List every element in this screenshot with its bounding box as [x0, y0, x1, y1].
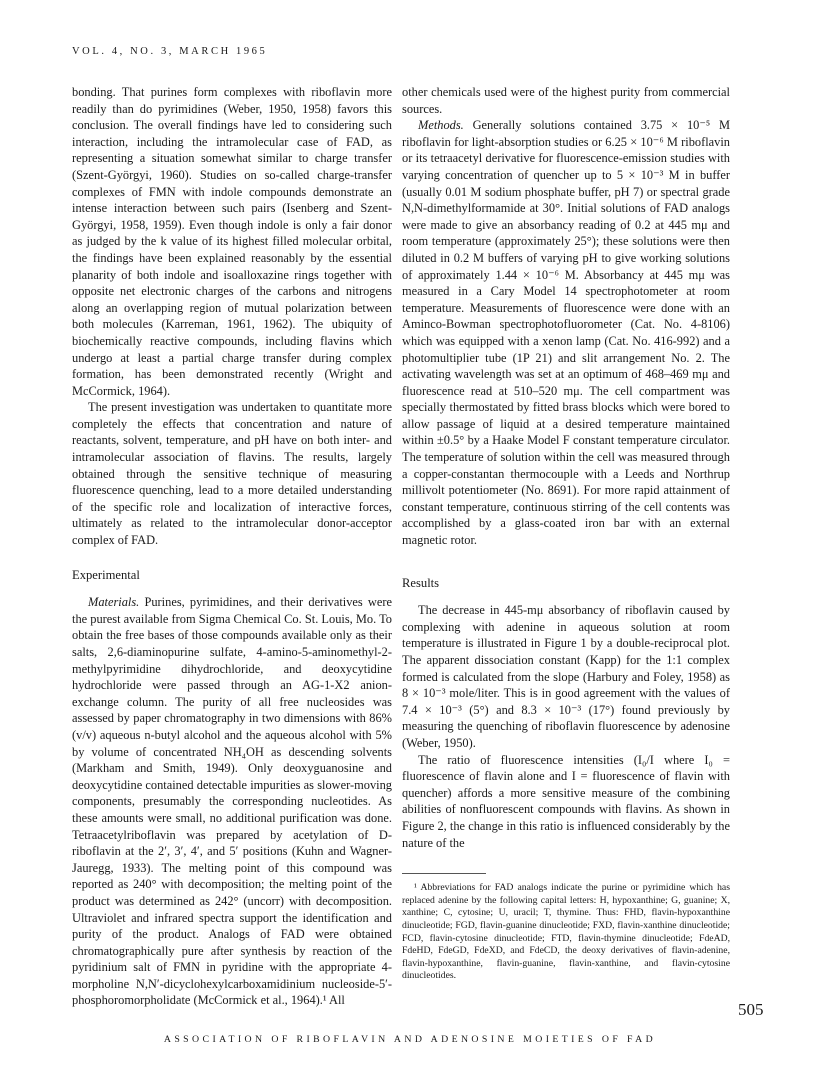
methods-text: Generally solutions contained 3.75 × 10⁻⁵ M riboflavin for light-absorption studies or 6.25 × 10⁻⁶ M riboflavin or its tetraacetyl derivative for fluorescence-emission studies with varying concentration of quencher up to 5 × 10⁻³ M in buffer (usually 0.01 M sodium phosphate buffer, pH 7) or spectral grade N,N-dimethylformamide at 30°. Initial solutions of FAD analogs were made to give an absorbancy reading of 0.2 at 445 mμ and room temperature (approximately 25°); these solutions were then diluted in 0.2 M buffers of varying pH to give working solutions of approximately 1.44 × 10⁻⁶ M. Absorbancy at 445 mμ was measured in a Cary Model 14 spectrophotometer at room temperature. Measurements of fluorescence were done with an Aminco-Bowman spectrophotofluorometer (Cat. No. 4-8106) which was equipped with a xenon lamp (Cat. No. 416-992) and a photomultiplier tube (1P 21) and slit arrangement No. 2. The activating wavelength was set at an optimum of 468–469 mμ and fluorescence read at 510–520 mμ. The cell compartment was specially thermostated by fitted brass blocks which were bored to allow passage of liquid at a desired temperature maintained within ±0.5° by a Haake Model F constant temperature circulator. The temperature of solution within the cell was measured through a copper-constantan thermocouple with a Leeds and Northrup millivolt potentiometer (No. 8691). For more rapid attainment of constant temperature, continuous stirring of the cell contents was accomplished by a glass-coated iron bar with an external magnetic rotor.	[402, 118, 730, 548]
running-head: VOL. 4, NO. 3, MARCH 1965	[72, 46, 268, 57]
results-heading: Results	[402, 575, 440, 590]
intro-paragraph-1: bonding. That purines form complexes with riboflavin more readily than do pyrimidines (Weber, 1950, 1958) favors this conclusion. The overall findings have led to considering such interaction, including the intramolecular case of FAD, as representing a situation somewhat similar to charge transfer (Szent-Györgyi, 1960). Studies on so-called charge-transfer complexes of FMN with indole compounds demonstrate an intense interaction between such pairs (Isenberg and Szent-Györgyi, 1958, 1959). Even though indole is only a fair donor as judged by the k value of its highest filled molecular orbital, the findings have been explained reasonably by the essential planarity of both indole and isoalloxazine rings together with opposite net electronic charges of the carbons and nitrogens along an overlapping region of mutual polarization between both molecules (Karreman, 1961, 1962). The ubiquity of biochemically reactive compounds, including flavins which undergo at least a partial charge transfer during complex formation, has been demonstrated recently (Wright and McCormick, 1964).	[72, 85, 392, 398]
methods-paragraph	[402, 117, 730, 548]
page-number: 505	[738, 1000, 764, 1019]
intro-paragraph-2: The present investigation was undertaken to quantitate more completely the effects that concentration and nature of reactants, solvent, temperature, and pH have on both inter- and intramolecular association of flavins. The results, largely obtained through the sensitive technique of measuring fluorescence quenching, lead to a more detailed understanding of the specific role and localization of interactive forces, ultimately as related to the intramolecular donor-acceptor complex of FAD.	[72, 400, 392, 548]
materials-paragraph	[72, 594, 392, 1009]
running-foot: ASSOCIATION OF RIBOFLAVIN AND ADENOSINE MOIETIES OF FAD	[163, 1034, 657, 1045]
experimental-heading: Experimental	[72, 567, 140, 582]
methods-label: Methods.	[418, 118, 464, 133]
results-paragraph-2: The ratio of fluorescence intensities (I₀/I where I₀ = fluorescence of flavin alone and I = fluorescence of flavin with quencher) affords a more sensitive measure of the combining abilities of nonfluorescent compounds with flavins. As shown in Figure 2, the change in this ratio is influenced considerably by the nature of the	[402, 752, 730, 850]
footnote: ¹ Abbreviations for FAD analogs indicate the purine or pyrimidine which has replaced adenine by the following capital letters: H, hypoxanthine; G, guanine; X, xanthine; C, cytosine; U, uracil; T, thymine. Thus: FHD, flavin-hypoxanthine dinucleotide; FGD, flavin-guanine dinucleotide; FXD, flavin-xanthine dinucleotide; FCD, flavin-cytosine dinucleotide; FTD, flavin-thymine dinucleotide; FdeAD, FdeHD, FdeGD, FdeXD, and FdeCD, the deoxy derivatives of flavin-adenine, flavin-hypoxanthine, flavin-guanine, flavin-xanthine, and flavin-cytosine dinucleotides.	[402, 882, 730, 982]
continued-paragraph: other chemicals used were of the highest purity from commercial sources.	[402, 85, 730, 116]
materials-label: Materials.	[88, 595, 140, 610]
footnote-divider	[402, 873, 486, 874]
left-column	[72, 84, 392, 1009]
materials-text: Purines, pyrimidines, and their derivatives were the purest available from Sigma Chemical Co. St. Louis, Mo. To obtain the free bases of those compounds available only as their salts, 2,6-diaminopurine sulfate, 4-amino-5-aminomethyl-2-methylpyrimidine dihydrochloride, and deoxycytidine hydrochloride were passed through an AG-1-X2 anion-exchange column. The purity of all free nucleosides was assessed by paper chromatography in two dimensions with 86% (v/v) aqueous n-butyl alcohol and the aqueous alcohol with 5% by volume of concentrated NH₄OH as descending solvents (Markham and Smith, 1949). Only deoxyguanosine and deoxycytidine contained detectable impurities as slower-moving components, presumably the corresponding nucleotides. As these amounts were small, no additional purification was done. Tetraacetylriboflavin was prepared by acetylation of D-riboflavin at the 2′, 3′, 4′, and 5′ positions (Kuhn and Wagner-Jauregg, 1933). The melting point of this compound was reported as 240° with decomposition; the melting point of the product was determined as 242° (uncorr) with decomposition. Ultraviolet and infrared spectra support the identification and purity of the product. Analogs of FAD were obtained chromatographically pure after synthesis by reaction of the pyridinium salt of FMN in pyridine with the appropriate 4-morpholine N,N′-dicyclohexylcarboxamidinium nucleoside-5′-phosphoromorpholidate (McCormick et al., 1964).¹ All	[72, 595, 392, 1008]
results-paragraph-1: The decrease in 445-mμ absorbancy of riboflavin caused by complexing with adenine in aqueous solution at room temperature is illustrated in Figure 1 by a double-reciprocal plot. The apparent dissociation constant (Kapp) for the 1:1 complex formed is calculated from the slope (Harbury and Foley, 1958) as 8 × 10⁻³ mole/liter. This is in good agreement with the values of 7.4 × 10⁻³ (5°) and 8.3 × 10⁻³ (17°) found previously by measuring the quenching of riboflavin fluorescence by adenosine (Weber, 1950).	[402, 603, 730, 750]
right-column	[402, 84, 730, 983]
